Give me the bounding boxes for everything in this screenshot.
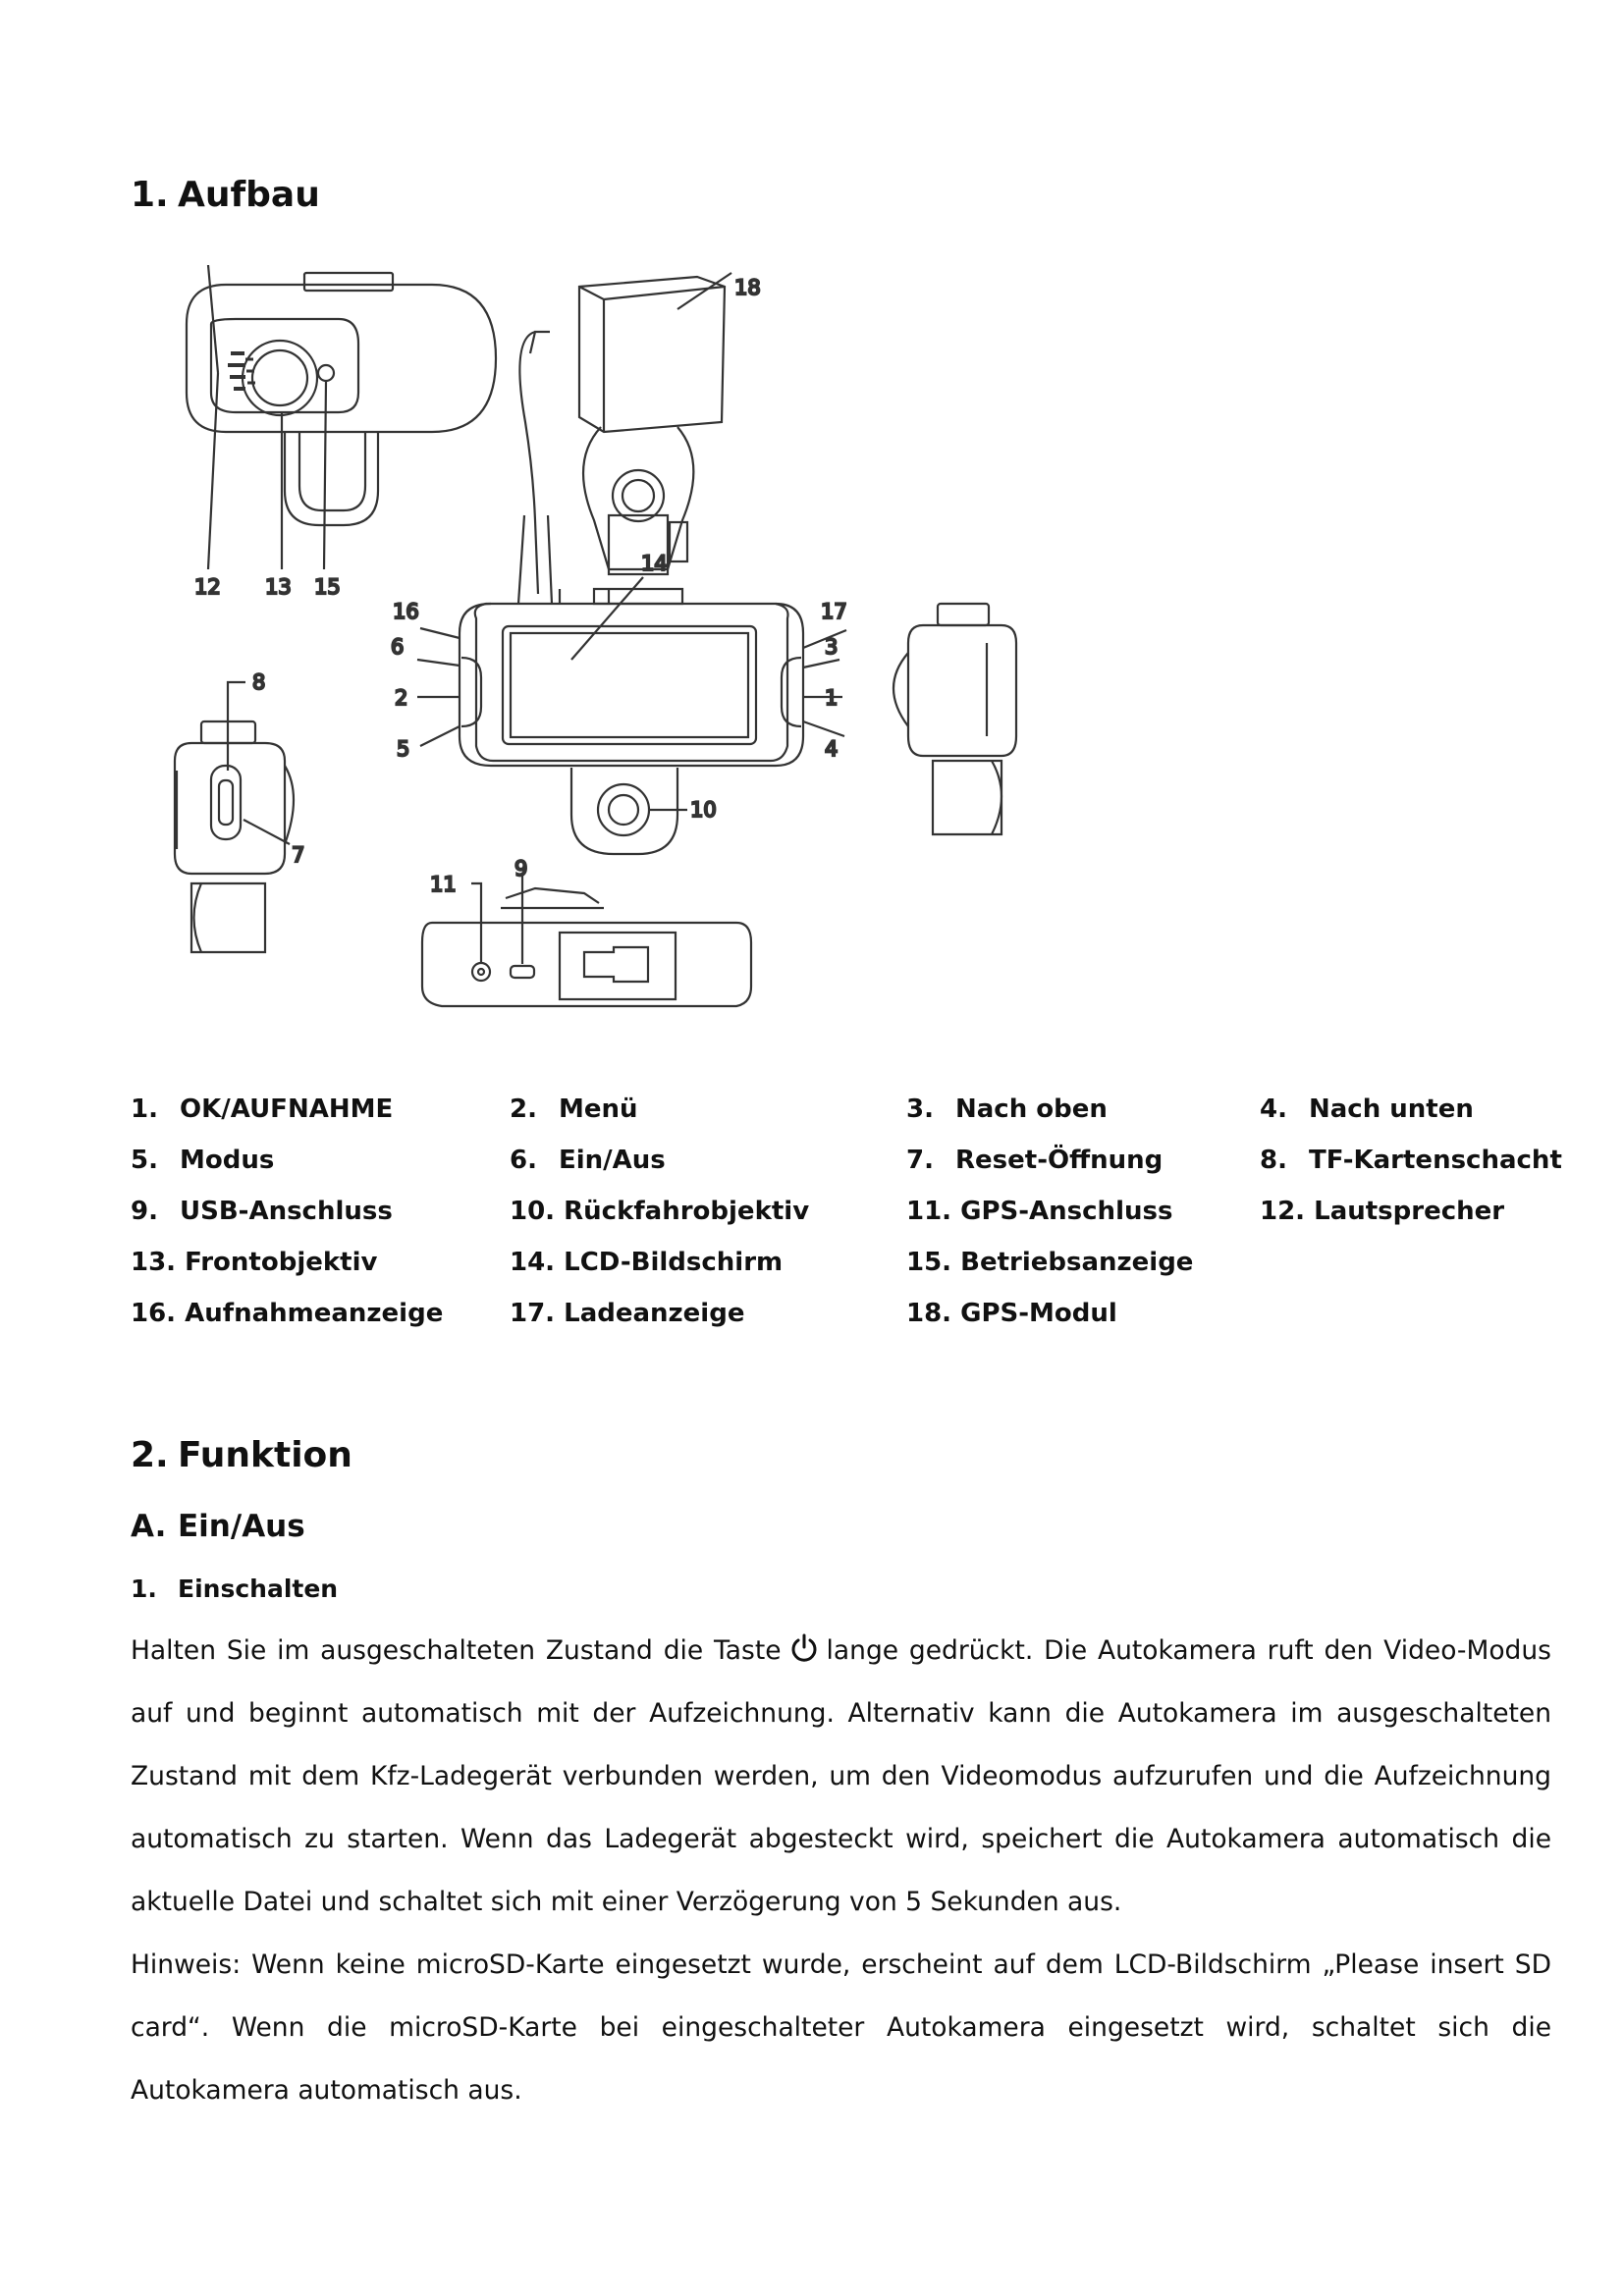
legend-item: 3. Nach oben: [906, 1095, 1108, 1124]
label-8: 8: [252, 670, 266, 694]
legend-item: 12. Lautsprecher: [1260, 1197, 1505, 1226]
legend-item: 13. Frontobjektiv: [131, 1248, 378, 1277]
legend-item: 8. TF-Kartenschacht: [1260, 1146, 1562, 1175]
label-5: 5: [397, 737, 410, 761]
paragraph-hinweis: Hinweis: Wenn keine microSD-Karte eingesetzt wurde, erscheint auf dem LCD-Bildschirm „Please insert SD card“. Wenn die microSD-Karte bei eingeschalteter Autokamera eingesetzt wird, schaltet sich die Autokamera automatisch aus.: [131, 1949, 1551, 2106]
label-2: 2: [395, 686, 408, 710]
legend-item: 15. Betriebsanzeige: [906, 1248, 1194, 1277]
front-view-illustration: [187, 265, 496, 569]
legend-item: 2. Menü: [510, 1095, 638, 1124]
label-17: 17: [821, 600, 847, 623]
subsection-heading-ein-aus: A. Ein/Aus: [131, 1509, 305, 1544]
legend-item: 7. Reset-Öffnung: [906, 1146, 1164, 1175]
label-18: 18: [734, 276, 761, 299]
legend-item: 1. OK/AUFNAHME: [131, 1095, 394, 1124]
label-7: 7: [292, 843, 305, 867]
label-12: 12: [194, 575, 221, 599]
legend-item: 14. LCD-Bildschirm: [510, 1248, 784, 1277]
label-9: 9: [514, 857, 528, 881]
label-15: 15: [314, 575, 341, 599]
section-heading-funktion: 2. Funktion: [131, 1435, 352, 1475]
right-side-illustration: [893, 604, 1016, 834]
label-13: 13: [265, 575, 292, 599]
bottom-view-illustration: [422, 874, 751, 1006]
power-icon: [789, 1633, 819, 1663]
label-1: 1: [825, 686, 839, 710]
legend-item: 17. Ladeanzeige: [510, 1299, 745, 1328]
label-4: 4: [825, 737, 839, 761]
section-heading-aufbau: 1. Aufbau: [131, 175, 320, 215]
rear-view-illustration: [417, 577, 846, 854]
legend-item: 18. GPS-Modul: [906, 1299, 1117, 1328]
legend-item: 10. Rückfahrobjektiv: [510, 1197, 810, 1226]
legend-item: 9. USB-Anschluss: [131, 1197, 393, 1226]
label-16: 16: [393, 600, 419, 623]
label-14: 14: [641, 552, 668, 575]
legend-item: 16. Aufnahmeanzeige: [131, 1299, 444, 1328]
left-side-illustration: [175, 682, 294, 952]
paragraph-einschalten: Halten Sie im ausgeschalteten Zustand die Taste lange gedrückt. Die Autokamera ruft den Video-Modus auf und beginnt automatisch mit der Aufzeichnung. Alternativ kann die Autokamera im ausgeschalteten Zustand mit dem Kfz-Ladegerät verbunden werden, um den Videomodus aufzurufen und die Aufzeichnung automatisch zu starten. Wenn das Ladegerät abgesteckt wird, speichert die Autokamera automatisch die aktuelle Datei und schaltet sich mit einer Verzögerung von 5 Sekunden aus.: [131, 1635, 1551, 1917]
legend-item: 11. GPS-Anschluss: [906, 1197, 1173, 1226]
label-11: 11: [430, 873, 457, 896]
subsubsection-heading-einschalten: 1. Einschalten: [131, 1575, 339, 1603]
label-3: 3: [825, 635, 839, 659]
legend-item: 5. Modus: [131, 1146, 275, 1175]
legend-item: 6. Ein/Aus: [510, 1146, 666, 1175]
label-10: 10: [690, 798, 717, 822]
gps-module-illustration: [518, 273, 731, 604]
device-diagram: [147, 265, 1080, 1021]
legend-item: 4. Nach unten: [1260, 1095, 1474, 1124]
label-6: 6: [391, 635, 405, 659]
